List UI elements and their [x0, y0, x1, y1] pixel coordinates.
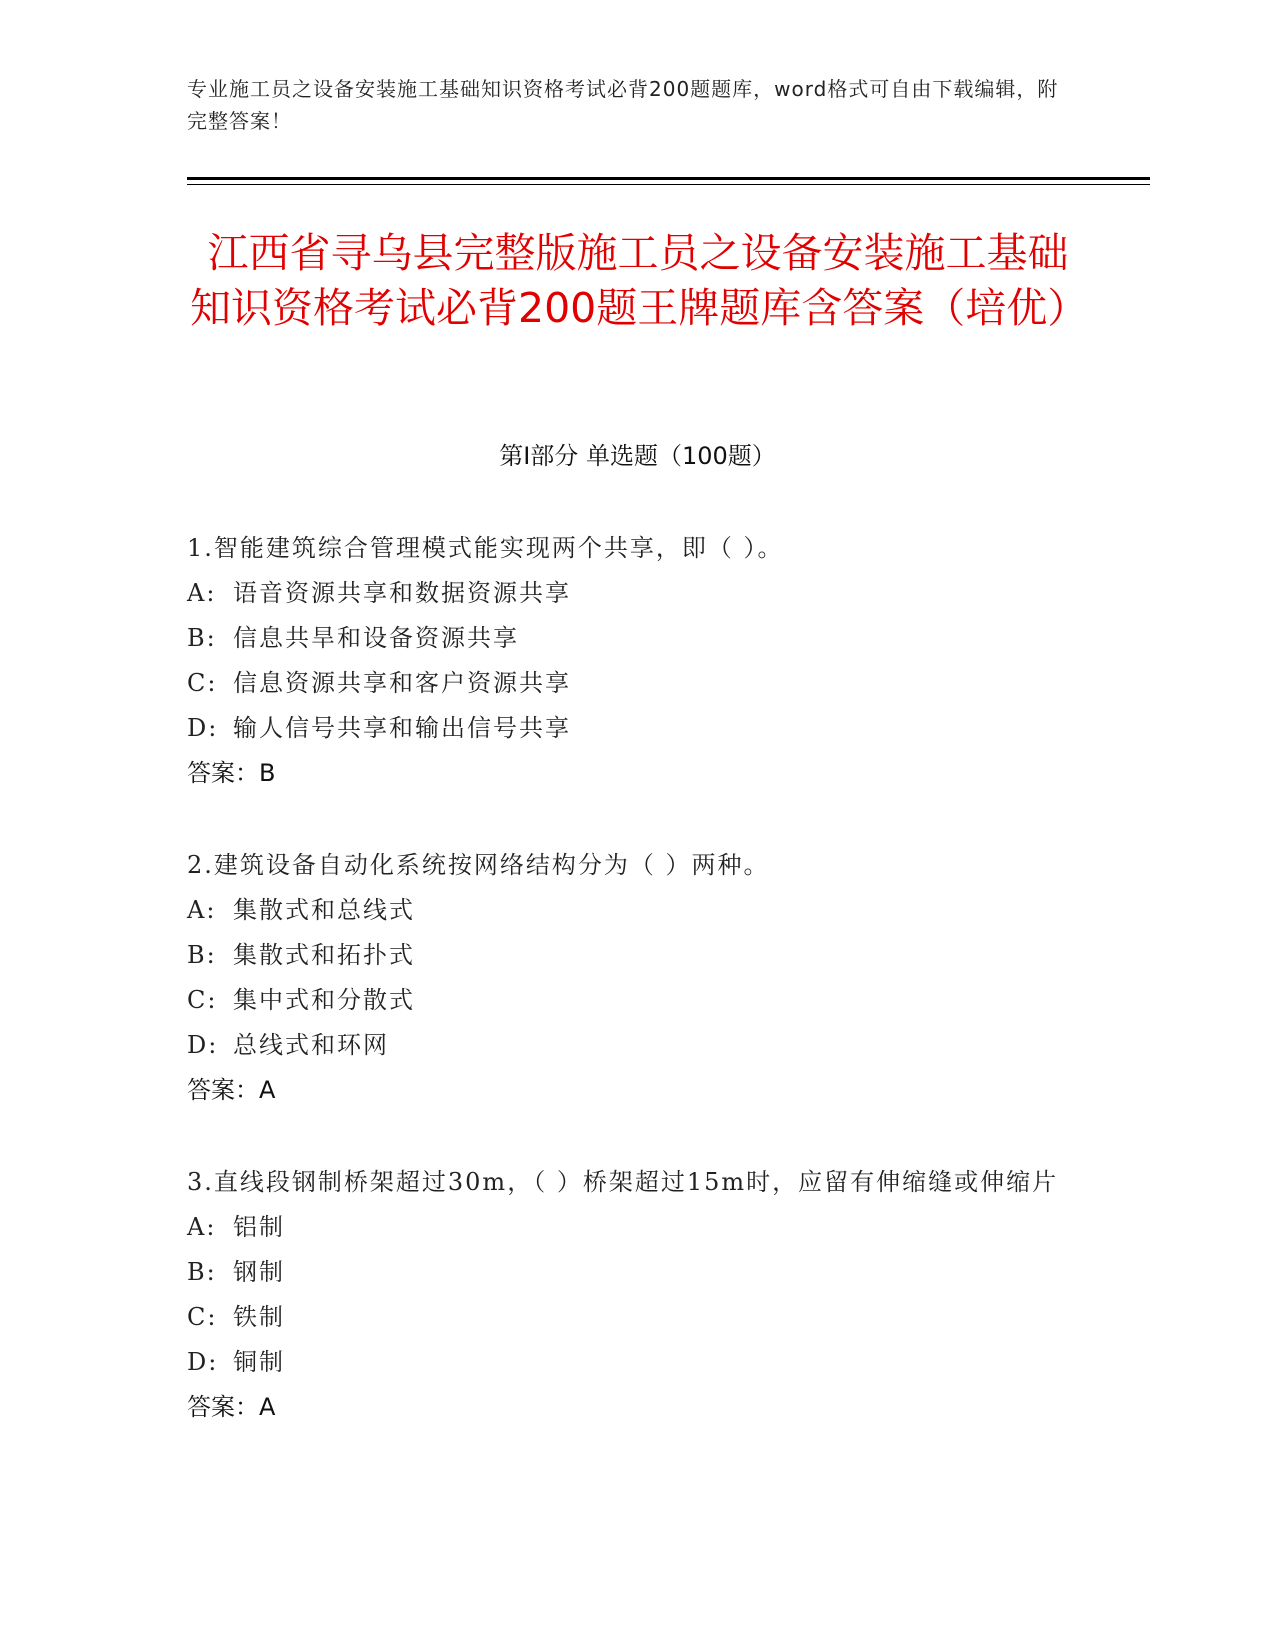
option-letter: C:: [187, 1303, 218, 1331]
option-text: 信息共旱和设备资源共享: [233, 624, 519, 652]
option-letter: D:: [187, 714, 219, 742]
option-text: 输人信号共享和输出信号共享: [233, 714, 571, 742]
option-c: [187, 1295, 1087, 1340]
option-text: 集散式和总线式: [233, 896, 415, 924]
option-letter: D:: [187, 1348, 219, 1376]
question-1: [187, 526, 1087, 796]
option-text: 信息资源共享和客户资源共享: [233, 669, 571, 697]
question-stem: 3.直线段钢制桥架超过30m，（ ）桥架超过15m时，应留有伸缩缝或伸缩片: [187, 1168, 1059, 1196]
option-d: [187, 1340, 1087, 1385]
option-c: [187, 661, 1087, 706]
option-d: [187, 706, 1087, 751]
option-letter: B:: [187, 1258, 217, 1286]
option-d: [187, 1023, 1087, 1068]
option-b: [187, 933, 1087, 978]
option-letter: A:: [187, 579, 217, 607]
option-text: 集中式和分散式: [233, 986, 415, 1014]
section-heading: 第Ⅰ部分 单选题（100题）: [499, 442, 776, 470]
option-letter: C:: [187, 669, 218, 697]
option-a: [187, 888, 1087, 933]
option-letter: D:: [187, 1031, 219, 1059]
option-text: 铜制: [233, 1348, 285, 1376]
question-stem: 2.建筑设备自动化系统按网络结构分为（ ）两种。: [187, 851, 770, 879]
option-b: [187, 616, 1087, 661]
option-text: 语音资源共享和数据资源共享: [233, 579, 571, 607]
option-letter: A:: [187, 896, 217, 924]
option-text: 集散式和拓扑式: [233, 941, 415, 969]
answer-line: 答案：A: [187, 1076, 276, 1104]
option-text: 铁制: [233, 1303, 285, 1331]
question-list: [187, 526, 1087, 1477]
option-text: 总线式和环网: [233, 1031, 389, 1059]
header-rule-thick: [187, 177, 1150, 180]
answer-line: 答案：A: [187, 1393, 276, 1421]
question-2: [187, 843, 1087, 1113]
header-note: 专业施工员之设备安装施工基础知识资格考试必背200题题库，word格式可自由下载编辑，附完整答案！: [187, 77, 1059, 133]
header-rule-thin: [187, 184, 1150, 185]
option-b: [187, 1250, 1087, 1295]
option-letter: B:: [187, 624, 217, 652]
option-text: 铝制: [233, 1213, 285, 1241]
option-letter: A:: [187, 1213, 217, 1241]
option-text: 钢制: [233, 1258, 285, 1286]
option-letter: C:: [187, 986, 218, 1014]
answer-line: 答案：B: [187, 759, 276, 787]
option-a: [187, 1205, 1087, 1250]
question-3: [187, 1160, 1087, 1430]
option-c: [187, 978, 1087, 1023]
document-title: 江西省寻乌县完整版施工员之设备安装施工基础知识资格考试必背200题王牌题库含答案（培优）: [190, 229, 1089, 332]
option-a: [187, 571, 1087, 616]
question-stem: 1.智能建筑综合管理模式能实现两个共享，即（ ）。: [187, 534, 784, 562]
option-letter: B:: [187, 941, 217, 969]
